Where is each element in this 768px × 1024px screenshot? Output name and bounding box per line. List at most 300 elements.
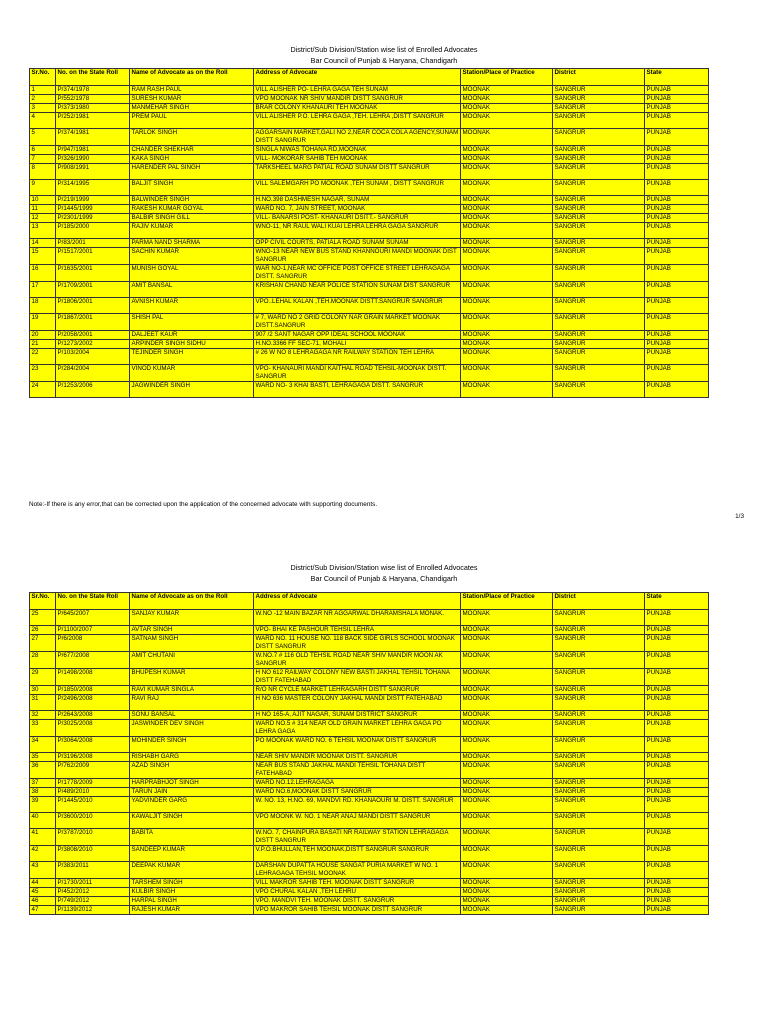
cell-station: MOONAK [461, 788, 553, 797]
cell-sr-no: 9 [30, 180, 56, 196]
cell-station: MOONAK [461, 711, 553, 720]
cell-address: TARKSHEEL MARG PATIAL ROAD SUNAM DISTT SANGRUR [254, 164, 461, 180]
cell-advocate-name: RAM RASH PAUL [130, 86, 254, 95]
correction-note: Note:-If there is any error,that can be corrected upon the application of the concerned advocate with supporting documents. [29, 501, 378, 508]
cell-advocate-name: SURESH KUMAR [130, 95, 254, 104]
cell-district: SANGRUR [553, 906, 645, 915]
cell-roll-number: P/314/1995 [56, 180, 130, 196]
cell-sr-no: 43 [30, 862, 56, 879]
cell-district: SANGRUR [553, 298, 645, 314]
cell-advocate-name: AMIT BANSAL [130, 282, 254, 298]
cell-advocate-name: PARMA NAND SHARMA [130, 239, 254, 248]
cell-address: VPO..LEHAL KALAN ,TEH.MOONAK DISTT.SANGRUR SANGRUR [254, 298, 461, 314]
cell-sr-no: 40 [30, 813, 56, 829]
cell-advocate-name: RAKESH KUMAR GOYAL [130, 205, 254, 214]
cell-district: SANGRUR [553, 146, 645, 155]
cell-station: MOONAK [461, 146, 553, 155]
cell-roll-number: P/1778/2009 [56, 779, 130, 788]
table-header-row [30, 69, 709, 86]
table-row [30, 223, 709, 239]
cell-state: PUNJAB [645, 146, 709, 155]
cell-roll-number: P/284/2004 [56, 365, 130, 382]
cell-state: PUNJAB [645, 779, 709, 788]
cell-sr-no: 33 [30, 720, 56, 737]
cell-station: MOONAK [461, 753, 553, 762]
cell-district: SANGRUR [553, 239, 645, 248]
cell-state: PUNJAB [645, 626, 709, 635]
cell-district: SANGRUR [553, 813, 645, 829]
cell-address: H NO 165-A, AJIT NAGAR, SUNAM DISTRICT SANGRUR [254, 711, 461, 720]
cell-roll-number: P/2643/2008 [56, 711, 130, 720]
cell-sr-no: 37 [30, 779, 56, 788]
cell-district: SANGRUR [553, 129, 645, 146]
cell-roll-number: P/1730/2011 [56, 879, 130, 888]
cell-station: MOONAK [461, 282, 553, 298]
table-row [30, 737, 709, 753]
cell-advocate-name: TARLOK SINGH [130, 129, 254, 146]
cell-state: PUNJAB [645, 762, 709, 779]
cell-roll-number: P/219/1999 [56, 196, 130, 205]
cell-advocate-name: KULBIR SINGH [130, 888, 254, 897]
cell-roll-number: P/645/2007 [56, 610, 130, 626]
cell-roll-number: P/1709/2001 [56, 282, 130, 298]
cell-advocate-name: BALJIT SINGH [130, 180, 254, 196]
cell-advocate-name: BABITA [130, 829, 254, 846]
cell-district: SANGRUR [553, 164, 645, 180]
cell-roll-number: P/1806/2001 [56, 298, 130, 314]
cell-district: SANGRUR [553, 610, 645, 626]
cell-station: MOONAK [461, 846, 553, 862]
cell-state: PUNJAB [645, 610, 709, 626]
cell-address: WARD NO.5 # 314 NEAR OLD GRAIN MARKET LEHRA GAGA PO LEHRA GAGA [254, 720, 461, 737]
cell-district: SANGRUR [553, 349, 645, 365]
column-header-station: Station/Place of Practice [461, 69, 553, 86]
cell-sr-no: 27 [30, 635, 56, 652]
cell-sr-no: 8 [30, 164, 56, 180]
cell-station: MOONAK [461, 331, 553, 340]
cell-sr-no: 23 [30, 365, 56, 382]
cell-sr-no: 11 [30, 205, 56, 214]
table-header-row [30, 593, 709, 610]
cell-advocate-name: RAVI RAJ [130, 695, 254, 711]
cell-state: PUNJAB [645, 155, 709, 164]
table-row [30, 239, 709, 248]
cell-state: PUNJAB [645, 282, 709, 298]
table-row [30, 382, 709, 398]
cell-advocate-name: RISHABH GARG [130, 753, 254, 762]
cell-station: MOONAK [461, 104, 553, 113]
cell-sr-no: 39 [30, 797, 56, 813]
cell-roll-number: P/677/2008 [56, 652, 130, 669]
cell-roll-number: P/1867/2001 [56, 314, 130, 331]
cell-district: SANGRUR [553, 265, 645, 282]
advocates-table-page2 [29, 592, 709, 915]
cell-sr-no: 45 [30, 888, 56, 897]
cell-state: PUNJAB [645, 635, 709, 652]
cell-state: PUNJAB [645, 686, 709, 695]
cell-station: MOONAK [461, 180, 553, 196]
cell-sr-no: 32 [30, 711, 56, 720]
cell-address: WARD NO- 3 KHAI BASTI, LEHRAGAGA DISTT. SANGRUR [254, 382, 461, 398]
cell-roll-number: P/252/1981 [56, 113, 130, 129]
cell-district: SANGRUR [553, 331, 645, 340]
cell-district: SANGRUR [553, 180, 645, 196]
cell-district: SANGRUR [553, 879, 645, 888]
cell-address: VPO MOONAK NR SHIV MANDIR DISTT SANGRUR [254, 95, 461, 104]
cell-advocate-name: SANJAY KUMAR [130, 610, 254, 626]
table-row [30, 686, 709, 695]
cell-station: MOONAK [461, 797, 553, 813]
cell-roll-number: P/489/2010 [56, 788, 130, 797]
table-row [30, 669, 709, 686]
cell-sr-no: 5 [30, 129, 56, 146]
cell-roll-number: P/908/1991 [56, 164, 130, 180]
table-row [30, 906, 709, 915]
cell-advocate-name: AMIT CHUTANI [130, 652, 254, 669]
cell-address: VPO CHURAL KALAN ,TEH LEHRU [254, 888, 461, 897]
cell-roll-number: P/383/2011 [56, 862, 130, 879]
cell-address: KRISHAN CHAND NEAR POLICE STATION SUNAM DIST SANGRUR [254, 282, 461, 298]
cell-district: SANGRUR [553, 779, 645, 788]
cell-station: MOONAK [461, 382, 553, 398]
cell-address: VPO MOONK W. NO. 1 NEAR ANAJ MANDI DISTT SANGRUR [254, 813, 461, 829]
cell-address: AGGARSAIN MARKET,GALI NO 2,NEAR COCA COLA AGENCY,SUNAM DISTT SANGRUR [254, 129, 461, 146]
cell-address: H NO 612 RAILWAY COLONY NEW BASTI JAKHAL TEHSIL TOHANA DISTT FATEHABAD [254, 669, 461, 686]
cell-roll-number: P/3600/2010 [56, 813, 130, 829]
cell-address: VPO- KHANAURI MANDI KAITHAL ROAD TEHSIL-MOONAK DISTT. SANGRUR [254, 365, 461, 382]
page2-subtitle: Bar Council of Punjab & Haryana, Chandigarh [310, 574, 458, 583]
cell-district: SANGRUR [553, 897, 645, 906]
cell-roll-number: P/3808/2010 [56, 846, 130, 862]
cell-district: SANGRUR [553, 669, 645, 686]
cell-station: MOONAK [461, 762, 553, 779]
cell-state: PUNJAB [645, 846, 709, 862]
cell-state: PUNJAB [645, 906, 709, 915]
cell-station: MOONAK [461, 829, 553, 846]
cell-sr-no: 1 [30, 86, 56, 95]
cell-sr-no: 46 [30, 897, 56, 906]
cell-district: SANGRUR [553, 888, 645, 897]
cell-advocate-name: YADVINDER GARG [130, 797, 254, 813]
table-row [30, 331, 709, 340]
cell-address: VILL ALISHER PO- LEHRA GAGA TEH SUNAM [254, 86, 461, 95]
cell-advocate-name: MUNISH GOYAL [130, 265, 254, 282]
cell-station: MOONAK [461, 248, 553, 265]
cell-state: PUNJAB [645, 382, 709, 398]
page-number: 1/3 [735, 513, 744, 520]
table-row [30, 129, 709, 146]
cell-address: WARD NO.12.LEHRAGAGA [254, 779, 461, 788]
cell-advocate-name: HARPAL SINGH [130, 897, 254, 906]
cell-station: MOONAK [461, 129, 553, 146]
cell-sr-no: 30 [30, 686, 56, 695]
table-row [30, 104, 709, 113]
column-header-address: Address of Advocate [254, 593, 461, 610]
cell-address: WNO-13 NEAR NEW BUS STAND KHANNOURI MANDI MOONAK DIST SANGRUR [254, 248, 461, 265]
table-row [30, 897, 709, 906]
cell-state: PUNJAB [645, 340, 709, 349]
cell-sr-no: 6 [30, 146, 56, 155]
cell-district: SANGRUR [553, 113, 645, 129]
cell-roll-number: P/374/1981 [56, 129, 130, 146]
cell-address: WARD NO. 11 HOUSE NO. 118 BACK SIDE GIRLS SCHOOL MOONAK DISTT SANGRUR [254, 635, 461, 652]
cell-address: WAR NO-1,NEAR MC OFFICE POST OFFICE STREET LEHRAGAGA DISTT. SANGRUR [254, 265, 461, 282]
table-row [30, 711, 709, 720]
cell-advocate-name: AVNISH KUMAR [130, 298, 254, 314]
cell-state: PUNJAB [645, 205, 709, 214]
cell-address: H NO 636 MASTER COLONY JAKHAL MANDI DISTT FATEHABAD [254, 695, 461, 711]
cell-district: SANGRUR [553, 223, 645, 239]
cell-address: W.NO.7 # 116 OLD TEHSIL ROAD NEAR SHIV MANDIR MOON AK SANGRUR [254, 652, 461, 669]
column-header-sr-no: Sr.No. [30, 593, 56, 610]
cell-advocate-name: BALBIR SINGH GILL [130, 214, 254, 223]
cell-state: PUNJAB [645, 86, 709, 95]
cell-advocate-name: RAJESH KUMAR [130, 906, 254, 915]
table-row [30, 282, 709, 298]
cell-district: SANGRUR [553, 720, 645, 737]
cell-advocate-name: DEEPAK KUMAR [130, 862, 254, 879]
cell-district: SANGRUR [553, 95, 645, 104]
cell-station: MOONAK [461, 879, 553, 888]
cell-station: MOONAK [461, 686, 553, 695]
cell-advocate-name: BHUPESH KUMAR [130, 669, 254, 686]
table-row [30, 610, 709, 626]
table-row [30, 340, 709, 349]
table-row [30, 95, 709, 104]
cell-advocate-name: ARPINDER SINGH SIDHU [130, 340, 254, 349]
cell-advocate-name: SHISH PAL [130, 314, 254, 331]
cell-station: MOONAK [461, 888, 553, 897]
cell-sr-no: 15 [30, 248, 56, 265]
cell-address: VPO MAKROR SAHIB TEHSIL MOONAK DISTT SANGRUR [254, 906, 461, 915]
cell-district: SANGRUR [553, 829, 645, 846]
cell-advocate-name: HARPRABHJOT SINGH [130, 779, 254, 788]
cell-station: MOONAK [461, 695, 553, 711]
cell-roll-number: P/326/1990 [56, 155, 130, 164]
cell-sr-no: 17 [30, 282, 56, 298]
table-row [30, 155, 709, 164]
cell-address: H.NO.3366 FF SEC-71, MOHALI [254, 340, 461, 349]
cell-address: H.NO.398 DASHMESH NAGAR, SUNAM [254, 196, 461, 205]
cell-address: VILL MAKROR SAHIB TEH. MOONAK DISTT SANGRUR [254, 879, 461, 888]
cell-district: SANGRUR [553, 86, 645, 95]
cell-state: PUNJAB [645, 695, 709, 711]
table-row [30, 214, 709, 223]
column-header-advocate-name: Name of Advocate as on the Roll [130, 69, 254, 86]
cell-address: VPO- BHAI KE PASHOUR TEHSIL LEHRA [254, 626, 461, 635]
cell-station: MOONAK [461, 223, 553, 239]
cell-address: 907 /2 SANT NAGAR OPP IDEAL SCHOOL MOONAK [254, 331, 461, 340]
table-row [30, 365, 709, 382]
cell-advocate-name: RAJIV KUMAR [130, 223, 254, 239]
cell-address: VILL- MOKORAR SAHIB TEH MOONAK [254, 155, 461, 164]
cell-advocate-name: AVTAR SINGH [130, 626, 254, 635]
cell-state: PUNJAB [645, 720, 709, 737]
table-row [30, 265, 709, 282]
cell-roll-number: P/374/1978 [56, 86, 130, 95]
cell-roll-number: P/3064/2008 [56, 737, 130, 753]
cell-sr-no: 47 [30, 906, 56, 915]
cell-state: PUNJAB [645, 239, 709, 248]
table-row [30, 829, 709, 846]
cell-district: SANGRUR [553, 214, 645, 223]
cell-sr-no: 34 [30, 737, 56, 753]
cell-roll-number: P/1253/2006 [56, 382, 130, 398]
cell-district: SANGRUR [553, 282, 645, 298]
cell-advocate-name: MANMEHAR SINGH [130, 104, 254, 113]
cell-roll-number: P/762/2009 [56, 762, 130, 779]
column-header-sr-no: Sr.No. [30, 69, 56, 86]
cell-sr-no: 19 [30, 314, 56, 331]
cell-station: MOONAK [461, 635, 553, 652]
cell-address: VILL- BANARSI POST- KHANAURI DSITT.- SANGRUR [254, 214, 461, 223]
cell-station: MOONAK [461, 196, 553, 205]
table-row [30, 862, 709, 879]
cell-station: MOONAK [461, 897, 553, 906]
column-header-station: Station/Place of Practice [461, 593, 553, 610]
cell-district: SANGRUR [553, 196, 645, 205]
cell-sr-no: 35 [30, 753, 56, 762]
cell-district: SANGRUR [553, 652, 645, 669]
cell-state: PUNJAB [645, 180, 709, 196]
cell-sr-no: 44 [30, 879, 56, 888]
cell-advocate-name: DALJEET KAUR [130, 331, 254, 340]
cell-state: PUNJAB [645, 737, 709, 753]
cell-roll-number: P/947/1981 [56, 146, 130, 155]
cell-state: PUNJAB [645, 813, 709, 829]
cell-district: SANGRUR [553, 155, 645, 164]
cell-district: SANGRUR [553, 626, 645, 635]
page2-title: District/Sub Division/Station wise list of Enrolled Advocates [290, 563, 478, 572]
cell-district: SANGRUR [553, 797, 645, 813]
cell-advocate-name: MOHINDER SINGH [130, 737, 254, 753]
table-row [30, 753, 709, 762]
cell-station: MOONAK [461, 314, 553, 331]
cell-address: WARD NO.6,MOONAK DISTT SANGRUR [254, 788, 461, 797]
cell-address: W. NO. 13, H.NO. 69, MANDVI RD. KHANAOURI M. DISTT. SANGRUR [254, 797, 461, 813]
table-row [30, 86, 709, 95]
cell-district: SANGRUR [553, 846, 645, 862]
cell-sr-no: 3 [30, 104, 56, 113]
cell-state: PUNJAB [645, 223, 709, 239]
table-row [30, 888, 709, 897]
cell-roll-number: P/3196/2008 [56, 753, 130, 762]
cell-sr-no: 12 [30, 214, 56, 223]
cell-district: SANGRUR [553, 248, 645, 265]
cell-advocate-name: PREM PAUL [130, 113, 254, 129]
cell-state: PUNJAB [645, 888, 709, 897]
cell-roll-number: P/1445/2010 [56, 797, 130, 813]
cell-state: PUNJAB [645, 897, 709, 906]
cell-sr-no: 38 [30, 788, 56, 797]
column-header-roll-number: No. on the State Roll [56, 593, 130, 610]
table-row [30, 762, 709, 779]
cell-address: NEAR SHIV MANDIR MOONAK DISTT. SANGRUR [254, 753, 461, 762]
cell-roll-number: P/6/2008 [56, 635, 130, 652]
cell-roll-number: P/1635/2001 [56, 265, 130, 282]
cell-advocate-name: KAKA SINGH [130, 155, 254, 164]
table-row [30, 626, 709, 635]
cell-district: SANGRUR [553, 711, 645, 720]
cell-district: SANGRUR [553, 695, 645, 711]
table-row [30, 314, 709, 331]
cell-roll-number: P/749/2012 [56, 897, 130, 906]
cell-state: PUNJAB [645, 652, 709, 669]
cell-sr-no: 25 [30, 610, 56, 626]
cell-district: SANGRUR [553, 762, 645, 779]
column-header-state: State [645, 593, 709, 610]
table-row [30, 779, 709, 788]
cell-roll-number: P/185/2000 [56, 223, 130, 239]
cell-station: MOONAK [461, 340, 553, 349]
table-row [30, 635, 709, 652]
cell-station: MOONAK [461, 737, 553, 753]
table-row [30, 813, 709, 829]
cell-roll-number: P/552/1978 [56, 95, 130, 104]
column-header-advocate-name: Name of Advocate as on the Roll [130, 593, 254, 610]
cell-address: NEAR BUS STAND JAKHAL MANDI TEHSIL TOHANA DISTT FATEHABAD [254, 762, 461, 779]
table-row [30, 720, 709, 737]
column-header-district: District [553, 69, 645, 86]
cell-sr-no: 10 [30, 196, 56, 205]
page1-title: District/Sub Division/Station wise list of Enrolled Advocates [290, 45, 478, 54]
cell-address: VILL ALISHER P.O. LEHRA GAGA ,TEH. LEHRA ,DISTT SANGRUR [254, 113, 461, 129]
cell-sr-no: 21 [30, 340, 56, 349]
cell-station: MOONAK [461, 813, 553, 829]
cell-station: MOONAK [461, 95, 553, 104]
cell-sr-no: 14 [30, 239, 56, 248]
cell-sr-no: 42 [30, 846, 56, 862]
table-row [30, 298, 709, 314]
cell-roll-number: P/1850/2008 [56, 686, 130, 695]
cell-roll-number: P/3787/2010 [56, 829, 130, 846]
cell-address: WARD NO. 7, JAIN STREET, MOONAK [254, 205, 461, 214]
cell-state: PUNJAB [645, 164, 709, 180]
cell-state: PUNJAB [645, 331, 709, 340]
cell-state: PUNJAB [645, 129, 709, 146]
table-row [30, 205, 709, 214]
cell-station: MOONAK [461, 610, 553, 626]
cell-station: MOONAK [461, 214, 553, 223]
column-header-address: Address of Advocate [254, 69, 461, 86]
table-row [30, 695, 709, 711]
cell-station: MOONAK [461, 652, 553, 669]
cell-advocate-name: HARENDER PAL SINGH [130, 164, 254, 180]
cell-address: V.P.O.BHULLAN,TEH MOONAK,DISTT SANGRUR SANGRUR [254, 846, 461, 862]
table-row [30, 788, 709, 797]
cell-station: MOONAK [461, 155, 553, 164]
cell-address: # 7, WARD NO 2 GRID COLONY NAR GRAIN MARKET MOONAK DISTT.SANGRUR [254, 314, 461, 331]
cell-state: PUNJAB [645, 104, 709, 113]
cell-roll-number: P/1517/2001 [56, 248, 130, 265]
table-row [30, 797, 709, 813]
cell-roll-number: P/1445/1999 [56, 205, 130, 214]
cell-advocate-name: KAWALJIT SINGH [130, 813, 254, 829]
cell-roll-number: P/83/2001 [56, 239, 130, 248]
cell-sr-no: 22 [30, 349, 56, 365]
cell-sr-no: 36 [30, 762, 56, 779]
cell-advocate-name: VINOD KUMAR [130, 365, 254, 382]
cell-sr-no: 31 [30, 695, 56, 711]
cell-address: VPO. MANDVI TEH. MOONAK DISTT. SANGRUR [254, 897, 461, 906]
cell-state: PUNJAB [645, 113, 709, 129]
cell-address: W.NO -12 MAIN BAZAR NR AGGARWAL DHARAMSHALA MONAK. [254, 610, 461, 626]
cell-station: MOONAK [461, 365, 553, 382]
cell-address: W.NO. 7, CHAINPURA BASATI NR RAILWAY STATION LEHRAGAGA DISTT SANGRUR [254, 829, 461, 846]
cell-address: R/O NR CYCLE MARKET LEHRAGARH DISTT SANGRUR [254, 686, 461, 695]
cell-advocate-name: TARSHEM SINGH [130, 879, 254, 888]
cell-advocate-name: TEJINDER SINGH [130, 349, 254, 365]
